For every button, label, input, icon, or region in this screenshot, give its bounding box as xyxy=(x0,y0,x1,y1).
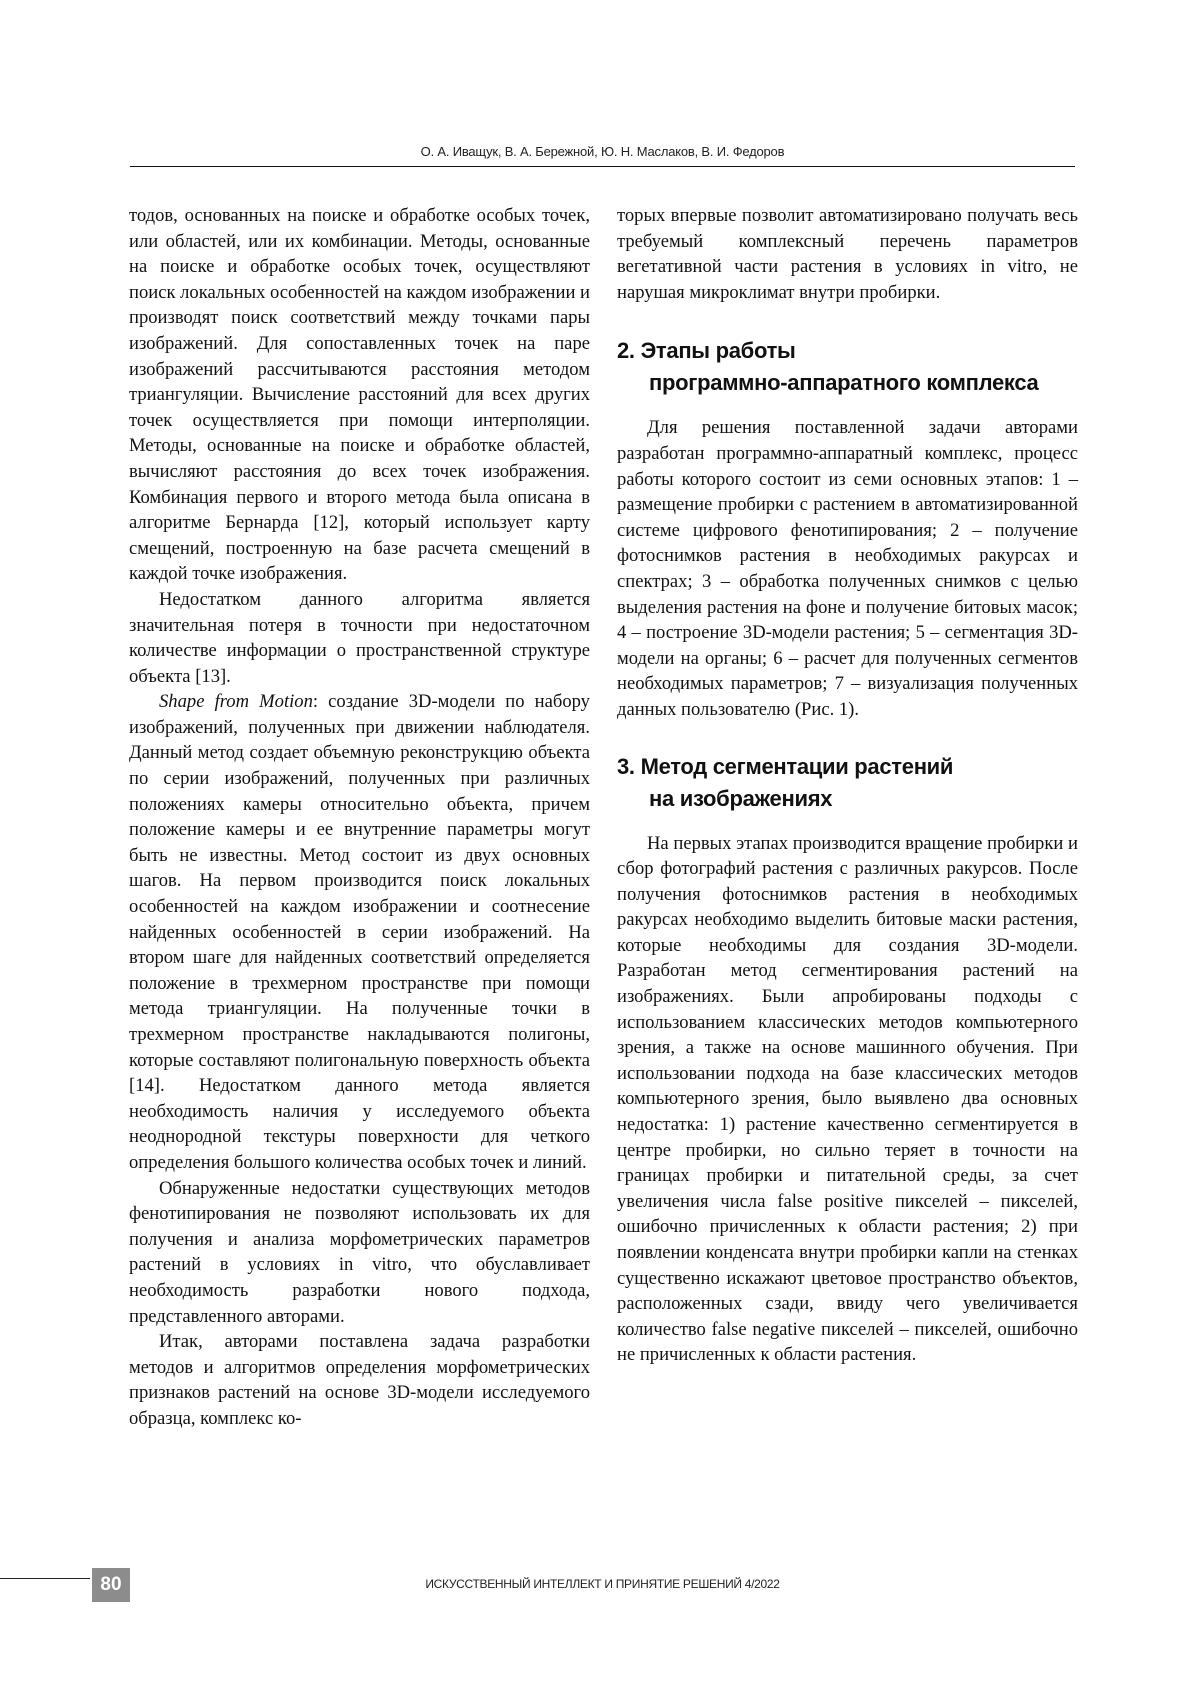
running-header: О. А. Иващук, В. А. Бережной, Ю. Н. Маслаков, В. И. Федоров xyxy=(130,144,1075,159)
journal-footer: ИСКУССТВЕННЫЙ ИНТЕЛЛЕКТ И ПРИНЯТИЕ РЕШЕНИЙ 4/2022 xyxy=(130,1577,1075,1591)
section-2-number: 2. xyxy=(617,335,635,367)
shape-from-motion-text: : создание 3D-модели по набору изображений, полученных при движении наблюдателя. Данный метод создает объемную реконструкцию объекта по серии изображений, полученных при различных положениях камеры относительно объекта, причем положение камеры и ее внутренние параметры могут быть не известны. Метод состоит из двух основных шагов. На первом производится поиск локальных особенностей на каждом изображении и соотнесение найденных особенностей в серии изображений. На втором шаге для найденных соответствий определяется положение в трехмерном пространстве при помощи метода триангуляции. На полученные точки в трехмерном пространстве накладываются полигоны, которые составляют полигональную поверхность объекта [14]. Недостатком данного метода является необходимость наличия у исследуемого объекта неоднородной текстуры поверхности для четкого определения большого количества особых точек и линий. xyxy=(129,691,590,1173)
section-3-number: 3. xyxy=(617,751,635,783)
section-3-title-line2: на изображениях xyxy=(617,783,1078,815)
left-paragraph-3 xyxy=(129,689,590,1175)
right-column xyxy=(617,203,1078,1368)
left-paragraph-2: Недостатком данного алгоритма является значительная потеря в точности при недостаточном количестве информации о пространственной структуре объекта [13]. xyxy=(129,587,590,689)
section-2-heading xyxy=(617,335,1078,399)
left-paragraph-5: Итак, авторами поставлена задача разработки методов и алгоритмов определения морфометрических признаков растений на основе 3D-модели исследуемого образца, комплекс ко- xyxy=(129,1329,590,1431)
section-3-title-line1: Метод сегментации растений xyxy=(641,754,954,779)
section-2-title-line1: Этапы работы xyxy=(641,338,796,363)
right-paragraph-3: На первых этапах производится вращение пробирки и сбор фотографий растения с различных ракурсов. После получения фотоснимков растения в необходимых ракурсах необходимо выделить битовые маски растения, которые необходимы для создания 3D-модели. Разработан метод сегментирования растений на изображениях. Были апробированы подходы с использованием классических методов компьютерного зрения, а также на основе машинного обучения. При использовании подхода на базе классических методов компьютерного зрения, было выявлено два основных недостатка: 1) растение качественно сегментируется в центре пробирки, но сильно теряет в точности на границах пробирки и питательной среды, за счет увеличения числа false positive пикселей – пикселей, ошибочно причисленных к области растения; 2) при появлении конденсата внутри пробирки капли на стенках существенно искажают цветовое пространство объектов, расположенных сзади, ввиду чего увеличивается количество false negative пикселей – пикселей, ошибочно не причисленных к области растения. xyxy=(617,831,1078,1368)
page-number: 80 xyxy=(92,1568,130,1602)
footer-rule xyxy=(0,1578,90,1579)
left-paragraph-1: тодов, основанных на поиске и обработке особых точек, или областей, или их комбинации. Методы, основанные на поиске и обработке особых точек, осуществляют поиск локальных особенностей на каждом изображении и производят поиск соответствий между точками пары изображений. Для сопоставленных точек на паре изображений рассчитываются расстояния методом триангуляции. Вычисление расстояний для всех других точек осуществляется при помощи интерполяции. Методы, основанные на поиске и обработке областей, вычисляют расстояния до всех точек изображения. Комбинация первого и второго метода была описана в алгоритме Бернарда [12], который использует карту смещений, построенную на базе расчета смещений в каждой точке изображения. xyxy=(129,203,590,587)
left-column xyxy=(129,203,590,1432)
right-paragraph-1: торых впервые позволит автоматизировано получать весь требуемый комплексный перечень параметров вегетативной части растения в условиях in vitro, не нарушая микроклимат внутри пробирки. xyxy=(617,203,1078,305)
right-paragraph-2: Для решения поставленной задачи авторами разработан программно-аппаратный комплекс, процесс работы которого состоит из семи основных этапов: 1 – размещение пробирки с растением в автоматизированной системе цифрового фенотипирования; 2 – получение фотоснимков растения в необходимых ракурсах и спектрах; 3 – обработка полученных снимков с целью выделения растения на фоне и получение битовых масок; 4 – построение 3D-модели растения; 5 – сегментация 3D-модели на органы; 6 – расчет для полученных сегментов необходимых параметров; 7 – визуализация полученных данных пользователю (Рис. 1). xyxy=(617,415,1078,722)
section-2-title-line2: программно-аппаратного комплекса xyxy=(617,367,1078,399)
left-paragraph-4: Обнаруженные недостатки существующих методов фенотипирования не позволяют использовать их для получения и анализа морфометрических параметров растений в условиях in vitro, что обуславливает необходимость разработки нового подхода, представленного авторами. xyxy=(129,1176,590,1330)
header-rule xyxy=(130,166,1075,167)
section-3-heading xyxy=(617,751,1078,815)
shape-from-motion-term: Shape from Motion xyxy=(159,691,313,712)
